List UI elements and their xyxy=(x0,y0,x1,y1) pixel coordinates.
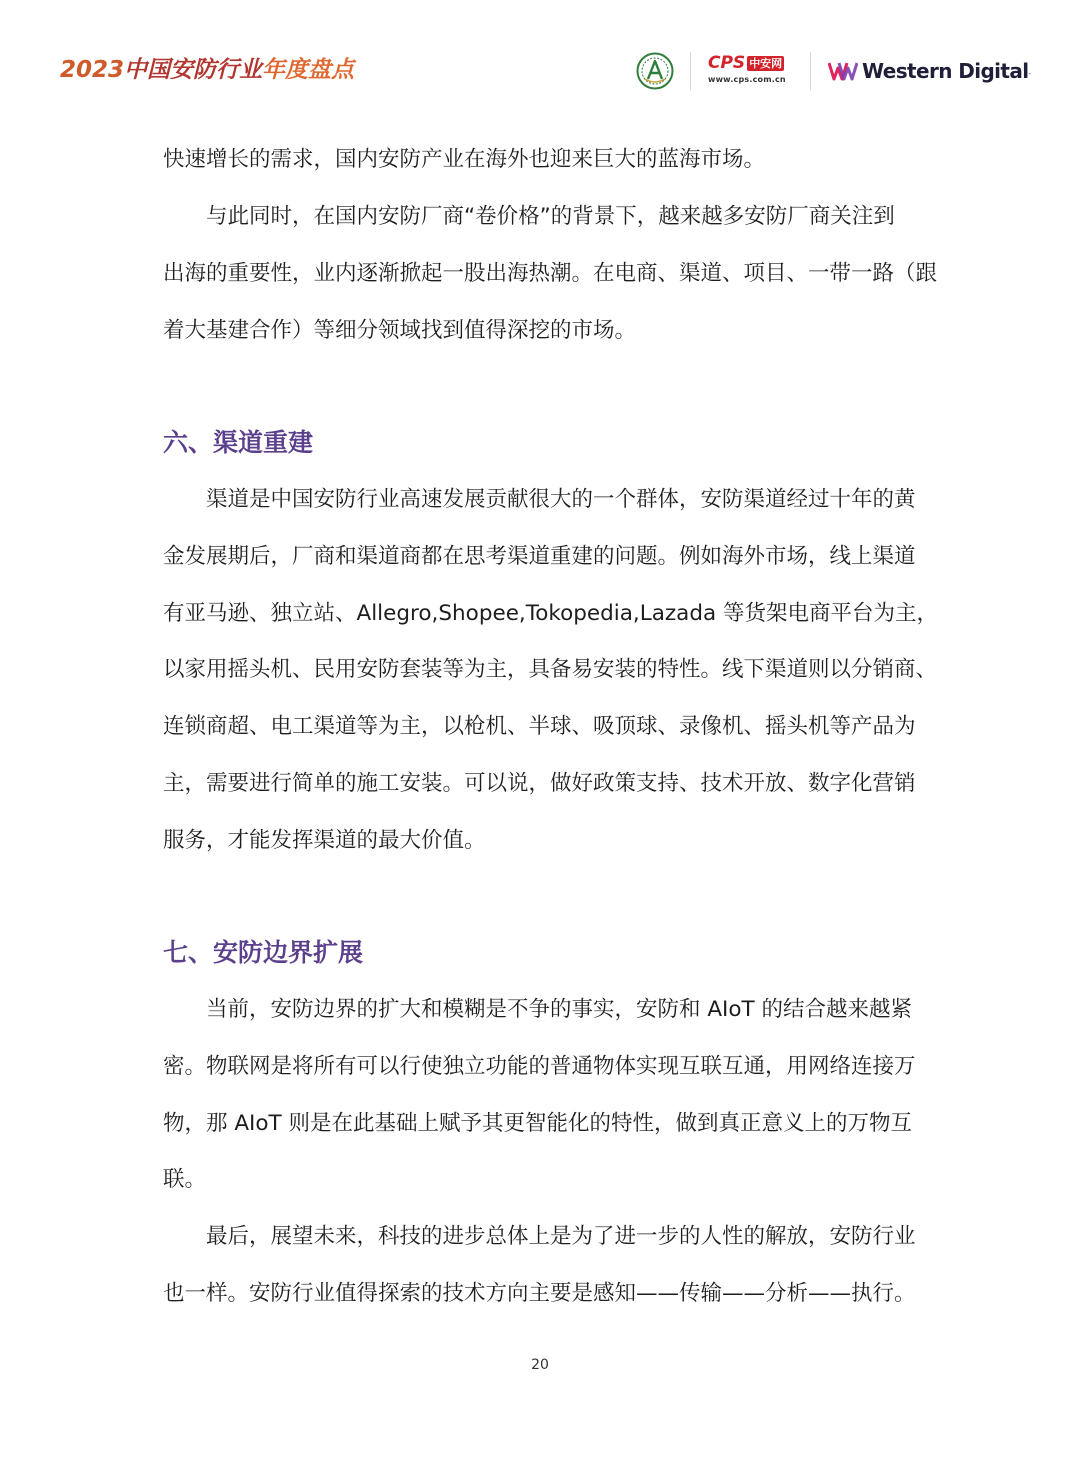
report-title-main: 中国安防行业 xyxy=(124,57,263,83)
text-line: 着大基建合作）等细分领域找到值得深挖的市场。 xyxy=(163,317,637,343)
paragraph-boundary xyxy=(163,982,920,1209)
header-separator xyxy=(810,52,811,90)
text-line: 出海的重要性，业内逐渐掀起一股出海热潮。在电商、渠道、项目、一带一路（跟 xyxy=(163,260,938,286)
text-line: 也一样。安防行业值得探索的技术方向主要是感知——传输——分析——执行。 xyxy=(163,1280,916,1306)
header-separator xyxy=(690,52,691,90)
text-line: 密。物联网是将所有可以行使独立功能的普通物体实现互联互通，用网络连接万 xyxy=(163,1053,916,1079)
western-digital-logo xyxy=(828,56,1031,86)
paragraph-overseas xyxy=(163,189,938,359)
text-line: 快速增长的需求，国内安防产业在海外也迎来巨大的蓝海市场。 xyxy=(163,147,766,172)
report-title xyxy=(60,52,354,88)
page-number: 20 xyxy=(531,1357,549,1373)
report-title-year: 2023 xyxy=(60,57,125,83)
section-heading-6: 六、渠道重建 xyxy=(163,428,314,457)
text-line: 渠道是中国安防行业高速发展贡献很大的一个群体，安防渠道经过十年的黄 xyxy=(206,487,916,512)
text-line: 主，需要进行简单的施工安装。可以说，做好政策支持、技术开放、数字化营销 xyxy=(163,770,916,796)
paragraph-continuation xyxy=(163,132,920,189)
text-line: 联。 xyxy=(163,1167,207,1193)
association-emblem-icon xyxy=(636,52,674,90)
cps-logo-word: CPS xyxy=(708,53,746,73)
text-line: 有亚马逊、独立站、Allegro,Shopee,Tokopedia,Lazada 等货架电商平台为主， xyxy=(163,600,938,626)
text-line: 连锁商超、电工渠道等为主，以枪机、半球、吸顶球、录像机、摇头机等产品为 xyxy=(163,714,916,740)
section-heading-7: 七、安防边界扩展 xyxy=(163,938,364,967)
paragraph-channel xyxy=(163,472,938,870)
text-line: 金发展期后，厂商和渠道商都在思考渠道重建的问题。例如海外市场，线上渠道 xyxy=(163,543,916,569)
western-digital-reg-mark: . xyxy=(1028,66,1032,76)
text-line: 以家用摇头机、民用安防套装等为主，具备易安装的特性。线下渠道则以分销商、 xyxy=(163,657,938,683)
western-digital-wordmark: Western Digital xyxy=(862,59,1029,83)
paragraph-outlook xyxy=(163,1209,920,1323)
western-digital-mark-icon xyxy=(828,60,858,82)
text-line: 物，那 AIoT 则是在此基础上赋予其更智能化的特性，做到真正意义上的万物互 xyxy=(163,1110,913,1136)
text-line: 服务，才能发挥渠道的最大价值。 xyxy=(163,827,486,853)
text-line: 与此同时，在国内安防厂商“卷价格”的背景下，越来越多安防厂商关注到 xyxy=(206,204,895,229)
report-title-tail: 年度盘点 xyxy=(262,57,355,83)
page-header xyxy=(0,0,1080,110)
cps-logo xyxy=(708,52,794,90)
text-line: 最后，展望未来，科技的进步总体上是为了进一步的人性的解放，安防行业 xyxy=(206,1224,916,1249)
cps-logo-badge: 中安网 xyxy=(749,56,783,70)
cps-logo-url: www.cps.com.cn xyxy=(708,75,786,84)
text-line: 当前，安防边界的扩大和模糊是不争的事实，安防和 AIoT 的结合越来越紧 xyxy=(206,997,913,1022)
